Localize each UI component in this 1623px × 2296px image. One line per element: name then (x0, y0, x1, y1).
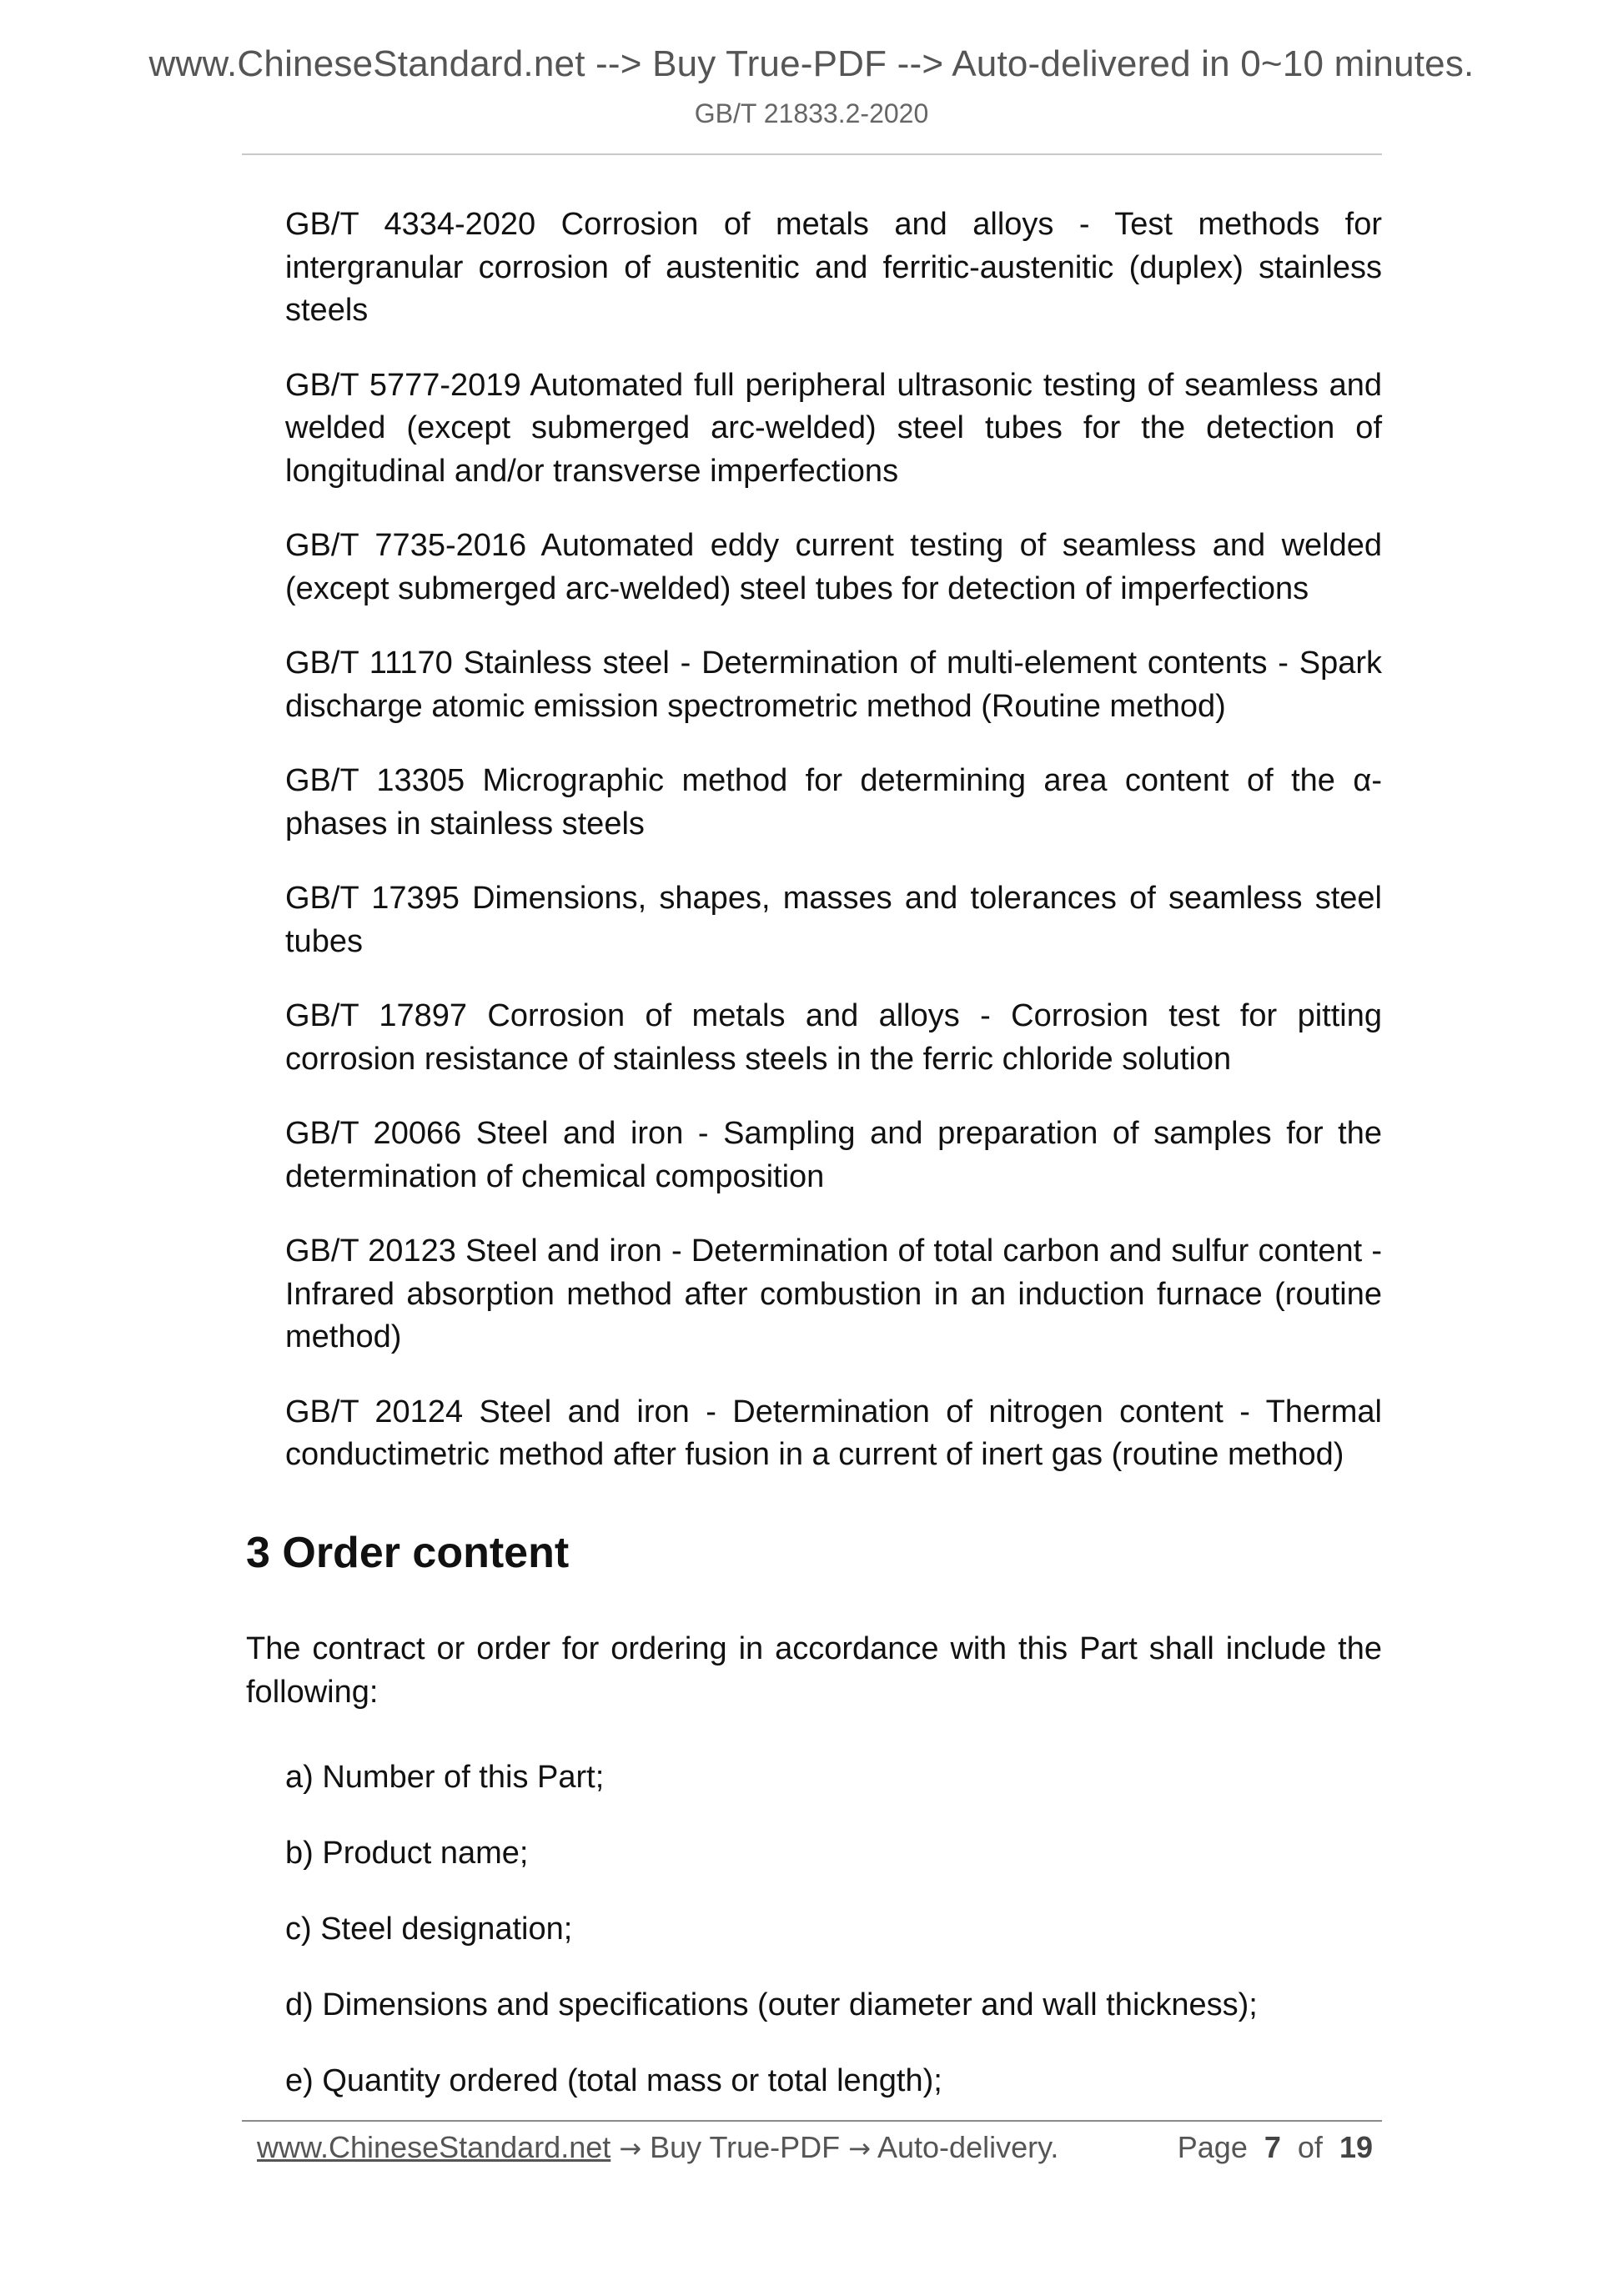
footer-left (257, 2130, 1058, 2165)
page-number: 7 (1264, 2130, 1281, 2164)
header-banner-text: www.ChineseStandard.net --> Buy True-PDF --> Auto-delivered in 0~10 minutes. (148, 43, 1475, 84)
normative-references-list (285, 203, 1382, 1509)
reference-entry: GB/T 20123 Steel and iron - Determination of total carbon and sulfur content - Infrared absorption method after combustion in an induction furnace (routine method) (285, 1233, 1382, 1354)
reference-entry: GB/T 17395 Dimensions, shapes, masses and tolerances of seamless steel tubes (285, 881, 1382, 959)
reference-entry: GB/T 13305 Micrographic method for determining area content of the α-phases in stainless steels (285, 763, 1382, 842)
of-label: of (1297, 2130, 1323, 2164)
footer-delivery-text: Auto-delivery. (877, 2130, 1059, 2164)
right-arrow-icon: → (619, 2133, 642, 2164)
reference-entry: GB/T 20124 Steel and iron - Determination of nitrogen content - Thermal conductimetric method after fusion in a current of inert gas (routine method) (285, 1394, 1382, 1472)
footer-website-link[interactable]: www.ChineseStandard.net (257, 2130, 611, 2164)
list-item: e) Quantity ordered (total mass or total length); (285, 2063, 942, 2098)
reference-entry: GB/T 5777-2019 Automated full peripheral ultrasonic testing of seamless and welded (except submerged arc-welded) steel tubes for the detection of longitudinal and/or transverse imperfections (285, 367, 1382, 489)
reference-entry: GB/T 7735-2016 Automated eddy current testing of seamless and welded (except submerged arc-welded) steel tubes for detection of imperfections (285, 528, 1382, 606)
header-divider (242, 153, 1382, 155)
reference-entry: GB/T 17897 Corrosion of metals and alloys - Corrosion test for pitting corrosion resistance of stainless steels in the ferric chloride solution (285, 998, 1382, 1077)
order-content-list (285, 1756, 1258, 2136)
right-arrow-icon: → (848, 2133, 871, 2164)
footer-buy-text: Buy True-PDF (650, 2130, 841, 2164)
page-indicator (1178, 2130, 1373, 2165)
reference-entry: GB/T 11170 Stainless steel - Determination of multi-element contents - Spark discharge atomic emission spectrometric method (Routine method) (285, 646, 1382, 724)
reference-entry: GB/T 20066 Steel and iron - Sampling and preparation of samples for the determination of chemical composition (285, 1116, 1382, 1194)
section-intro: The contract or order for ordering in accordance with this Part shall include the following: (246, 1631, 1382, 1710)
list-item: c) Steel designation; (285, 1912, 573, 1947)
list-item: d) Dimensions and specifications (outer diameter and wall thickness); (285, 1987, 1258, 2022)
page-label: Page (1177, 2130, 1248, 2164)
reference-entry: GB/T 4334-2020 Corrosion of metals and alloys - Test methods for intergranular corrosion of austenitic and ferritic-austenitic (duplex) stainless steels (285, 207, 1382, 328)
document-id: GB/T 21833.2-2020 (694, 98, 929, 128)
list-item: b) Product name; (285, 1836, 529, 1871)
footer-divider (242, 2120, 1382, 2122)
list-item: a) Number of this Part; (285, 1760, 605, 1795)
section-heading: 3 Order content (246, 1529, 570, 1577)
page-total: 19 (1339, 2130, 1373, 2164)
